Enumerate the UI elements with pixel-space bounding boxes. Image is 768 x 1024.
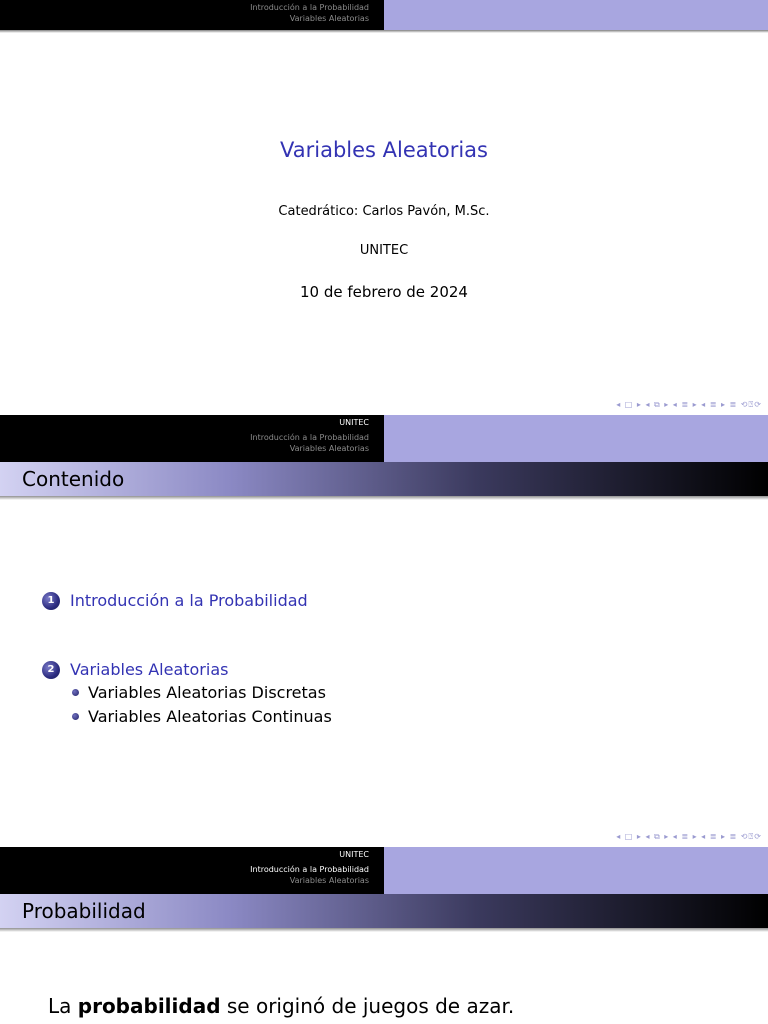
headline-subsection[interactable]: Variables Aleatorias bbox=[289, 14, 369, 23]
headline-section[interactable]: Introducción a la Probabilidad bbox=[250, 433, 369, 442]
section-number-ball: 1 bbox=[42, 592, 60, 610]
headline-right bbox=[384, 0, 768, 30]
headline-institute[interactable]: UNITEC bbox=[339, 850, 369, 859]
sentence-start: La bbox=[48, 994, 78, 1018]
headline-subsection[interactable]: Variables Aleatorias bbox=[289, 444, 369, 453]
toc-subsection-label[interactable]: Variables Aleatorias Continuas bbox=[88, 707, 332, 726]
frame-title-shadow bbox=[0, 496, 768, 500]
headline-left bbox=[0, 415, 384, 462]
navigation-symbols[interactable]: ◂ □ ▸ ◂ ⧉ ▸ ◂ ≣ ▸ ◂ ≣ ▸ ≣ ⟲⍰⟳ bbox=[616, 400, 762, 409]
section-number-ball: 2 bbox=[42, 661, 60, 679]
slide-probabilidad bbox=[0, 847, 768, 1024]
bullet-icon bbox=[72, 713, 79, 720]
headline-left bbox=[0, 0, 384, 30]
institute: UNITEC bbox=[359, 243, 409, 258]
body-sentence bbox=[48, 994, 514, 1018]
headline-left bbox=[0, 847, 384, 894]
headline-bar bbox=[0, 415, 768, 462]
toc-subsection-1[interactable] bbox=[72, 683, 326, 702]
date: 10 de febrero de 2024 bbox=[300, 283, 468, 301]
frame-title: Probabilidad bbox=[0, 894, 768, 928]
headline-bar bbox=[0, 0, 768, 30]
bullet-icon bbox=[72, 689, 79, 696]
frame-title: Contenido bbox=[0, 462, 768, 496]
toc-section-1[interactable] bbox=[42, 591, 308, 610]
toc-section-2[interactable] bbox=[42, 660, 228, 679]
headline-right bbox=[384, 415, 768, 462]
sentence-end: se originó de juegos de azar. bbox=[220, 994, 515, 1018]
headline-shadow bbox=[0, 30, 768, 33]
headline-right bbox=[384, 847, 768, 894]
slide-contenido bbox=[0, 415, 768, 847]
headline-bar bbox=[0, 847, 768, 894]
toc-section-label[interactable]: Introducción a la Probabilidad bbox=[70, 591, 308, 610]
toc-subsection-label[interactable]: Variables Aleatorias Discretas bbox=[88, 683, 326, 702]
headline-section[interactable]: Introducción a la Probabilidad bbox=[250, 3, 369, 12]
frame-title-shadow bbox=[0, 928, 768, 932]
headline-subsection[interactable]: Variables Aleatorias bbox=[289, 876, 369, 885]
headline-section[interactable]: Introducción a la Probabilidad bbox=[250, 865, 369, 874]
headline-institute[interactable]: UNITEC bbox=[339, 418, 369, 427]
author: Catedrático: Carlos Pavón, M.Sc. bbox=[278, 204, 490, 219]
slide-title bbox=[0, 0, 768, 415]
toc-section-label[interactable]: Variables Aleatorias bbox=[70, 660, 229, 679]
presentation-title: Variables Aleatorias bbox=[280, 138, 488, 162]
navigation-symbols[interactable]: ◂ □ ▸ ◂ ⧉ ▸ ◂ ≣ ▸ ◂ ≣ ▸ ≣ ⟲⍰⟳ bbox=[616, 832, 762, 841]
toc-subsection-2[interactable] bbox=[72, 707, 332, 726]
sentence-keyword: probabilidad bbox=[77, 994, 221, 1018]
